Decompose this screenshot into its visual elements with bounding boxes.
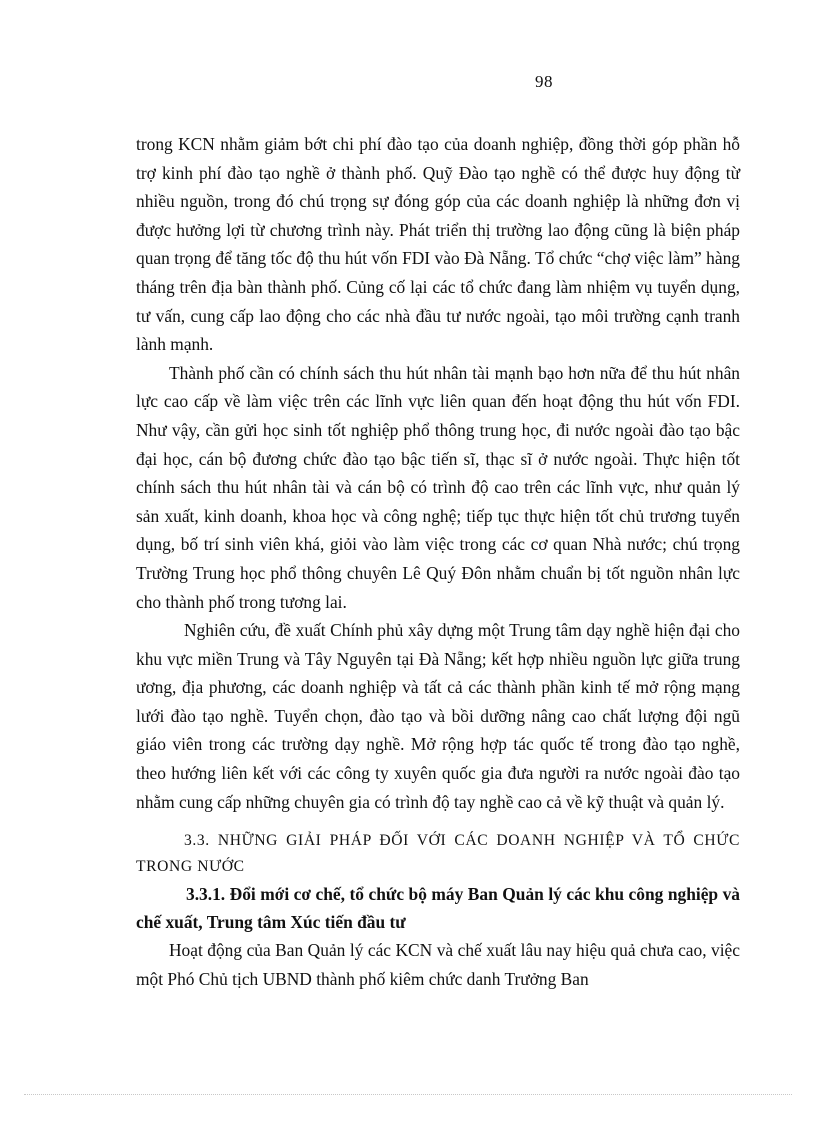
page-bottom-divider: [24, 1094, 792, 1095]
page-number: 98: [535, 72, 553, 91]
paragraph-vocational-center: Nghiên cứu, đề xuất Chính phủ xây dựng một Trung tâm dạy nghề hiện đại cho khu vực miền Trung và Tây Nguyên tại Đà Nẵng; kết hợp nhiều nguồn lực giữa trung ương, địa phương, các doanh nghiệp và tất cả các thành phần kinh tế mở rộng mạng lưới đào tạo nghề. Tuyển chọn, đào tạo và bồi dưỡng nâng cao chất lượng đội ngũ giáo viên trong các trường dạy nghề. Mở rộng hợp tác quốc tế trong đào tạo nghề, theo hướng liên kết với các công ty xuyên quốc gia đưa người ra nước ngoài đào tạo nhằm cung cấp những chuyên gia có trình độ tay nghề cao cả về kỹ thuật và quản lý.: [136, 620, 740, 812]
paragraph-continuation: trong KCN nhằm giảm bớt chi phí đào tạo của doanh nghiệp, đồng thời góp phần hỗ trợ kinh phí đào tạo nghề ở thành phố. Quỹ Đào tạo nghề có thể được huy động từ nhiều nguồn, trong đó chú trọng sự đóng góp của các doanh nghiệp là những đơn vị được hưởng lợi từ chương trình này. Phát triển thị trường lao động cũng là biện pháp quan trọng để tăng tốc độ thu hút vốn FDI vào Đà Nẵng. Tổ chức “chợ việc làm” hàng tháng trên địa bàn thành phố. Củng cố lại các tổ chức đang làm nhiệm vụ tuyển dụng, tư vấn, cung cấp lao động cho các nhà đầu tư nước ngoài, tạo môi trường cạnh tranh lành mạnh.: [136, 134, 740, 355]
subsection-heading: 3.3.1. Đổi mới cơ chế, tổ chức bộ máy Ban Quản lý các khu công nghiệp và chế xuất, Trung tâm Xúc tiến đầu tư: [136, 884, 740, 933]
document-body: [136, 130, 740, 993]
paragraph-management-board: Hoạt động của Ban Quản lý các KCN và chế xuất lâu nay hiệu quả chưa cao, việc một Phó Chủ tịch UBND thành phố kiêm chức danh Trưởng Ban: [136, 940, 740, 989]
paragraph-talent-policy: Thành phố cần có chính sách thu hút nhân tài mạnh bạo hơn nữa để thu hút nhân lực cao cấp về làm việc trên các lĩnh vực liên quan đến hoạt động thu hút vốn FDI. Như vậy, cần gửi học sinh tốt nghiệp phổ thông trung học, đi nước ngoài đào tạo bậc đại học, cán bộ đương chức đào tạo bậc tiến sĩ, thạc sĩ ở nước ngoài. Thực hiện tốt chính sách thu hút nhân tài và cán bộ có trình độ cao trên các lĩnh vực, như quản lý sản xuất, kinh doanh, khoa học và công nghệ; tiếp tục thực hiện tốt chủ trương tuyển dụng, bố trí sinh viên khá, giỏi vào làm việc trong các cơ quan Nhà nước; chú trọng Trường Trung học phổ thông chuyên Lê Quý Đôn nhằm chuẩn bị tốt nguồn nhân lực cho thành phố trong tương lai.: [136, 362, 740, 612]
section-heading: 3.3. NHỮNG GIẢI PHÁP ĐỐI VỚI CÁC DOANH NGHIỆP VÀ TỔ CHỨC TRONG NƯỚC: [136, 832, 740, 876]
